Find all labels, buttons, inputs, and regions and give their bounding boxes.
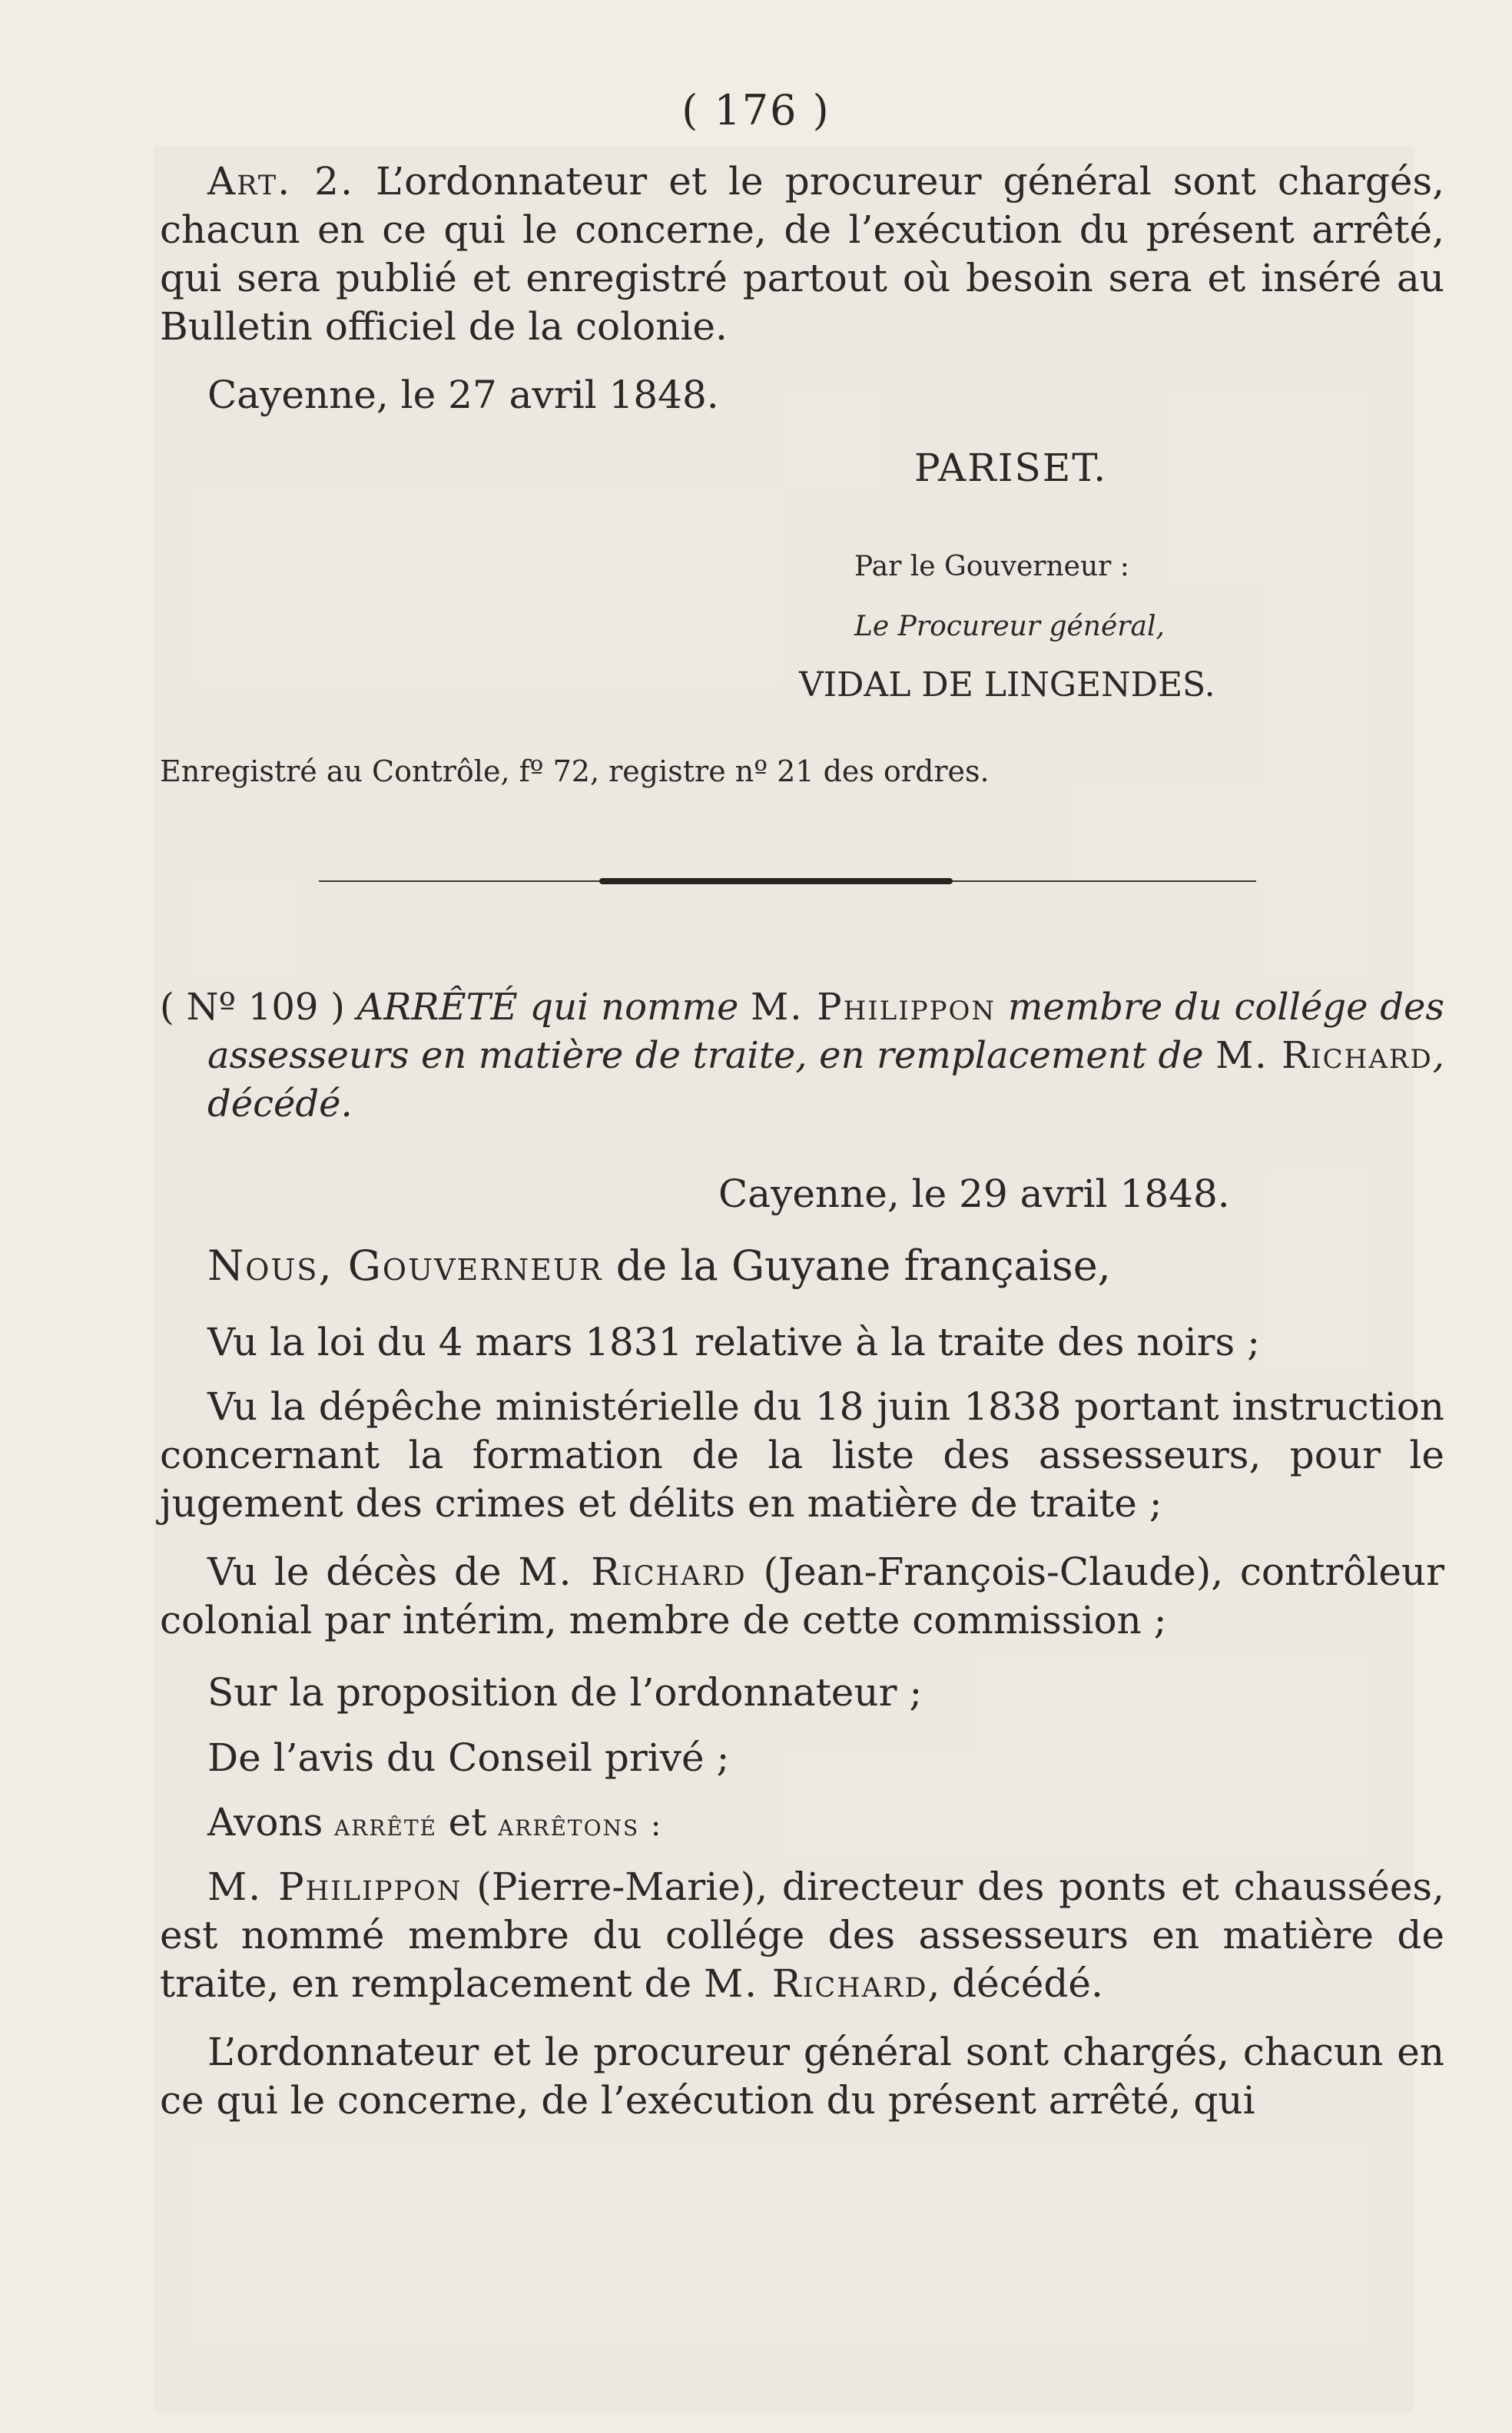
nous-gouverneur-label: Nous, Gouverneur [207,1241,603,1290]
nomination-name-richard: M. Richard [703,1961,928,2006]
page-number: ( 176 ) [681,86,831,134]
nomination-text-end: , décédé. [927,1961,1103,2006]
par-le-gouverneur: Par le Gouverneur : [854,551,1129,582]
vu-loi-1831: Vu la loi du 4 mars 1831 relative à la traite des noirs ; [207,1320,1260,1364]
decree-number: ( Nº 109 ) [160,986,345,1029]
decree-title-part: membre du collége des assesseurs en matière de traite, en remplacement de [207,986,1444,1077]
nomination-name: M. Philippon [207,1865,463,1909]
article-2-paragraph [160,157,1444,351]
nomination-paragraph [160,1863,1444,2008]
date-line-1: Cayenne, le 27 avril 1848. [207,373,719,417]
decree-name-philippon: M. Philippon [751,986,996,1029]
nous-gouverneur-text: de la Guyane française, [602,1241,1111,1290]
final-paragraph: L’ordonnateur et le procureur général sont chargés, chacun en ce qui le concerne, de l’exécution du présent arrêté, qui [160,2030,1444,2123]
decree-title [160,983,1444,1129]
vu-deces-name: M. Richard [518,1550,747,1594]
nomination-text: (Pierre-Marie), directeur des ponts et chaussées, est nommé membre du collége des assesseurs en matière de traite, en remplacement de [160,1865,1444,2006]
decree-name-richard: M. Richard [1215,1034,1433,1077]
date-line-2: Cayenne, le 29 avril 1848. [718,1172,1230,1216]
vu-deces-richard [160,1548,1444,1645]
signature-pariset: PARISET. [914,446,1108,490]
sur-proposition: Sur la proposition de l’ordonnateur ; [207,1670,923,1715]
avons-word: Avons [207,1800,323,1845]
procureur-title: Le Procureur général, [854,611,1165,642]
separator-ornament [599,878,953,884]
decree-title-part: , décédé. [207,1034,1444,1125]
nous-gouverneur [207,1241,1437,1290]
decree-title-part: qui nomme [517,986,751,1029]
et-word: et [448,1800,487,1845]
arretons-word: arrêtons : [486,1808,663,1843]
signature-vidal: VIDAL DE LINGENDES. [799,665,1215,704]
vu-deces-text: Vu le décès de [207,1550,519,1594]
vu-depeche-1838: Vu la dépêche ministérielle du 18 juin 1838 portant instruction concernant la formation de la liste des assesseurs, pour le jugement des crimes et délits en matière de traite ; [160,1384,1444,1526]
decree-word: ARRÊTÉ [356,986,518,1029]
avis-conseil: De l’avis du Conseil privé ; [207,1735,730,1780]
vu-deces-text: (Jean-François-Claude), contrôleur colonial par intérim, membre de cette commission ; [160,1550,1445,1642]
avons-arrete [207,1798,1444,1850]
article-text: L’ordonnateur et le procureur général sont chargés, chacun en ce qui le concerne, de l’exécution du présent arrêté, qui sera publié et enregistré partout où besoin sera et inséré au Bulletin officiel de la colonie. [160,159,1445,349]
enregistrement-note: Enregistré au Contrôle, fº 72, registre nº 21 des ordres. [160,754,990,788]
article-label: Art. 2. [207,159,354,204]
arrete-word: arrêté [323,1808,449,1843]
